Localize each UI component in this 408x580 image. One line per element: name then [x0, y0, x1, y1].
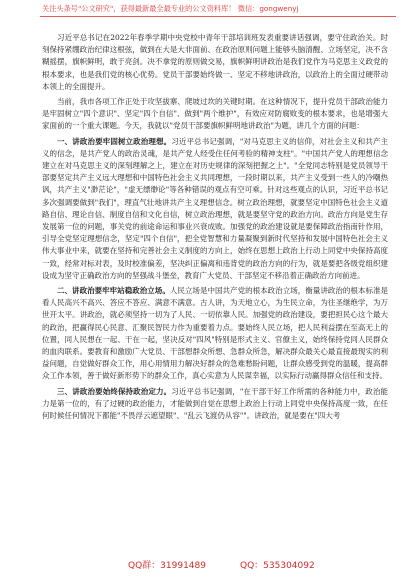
- section-heading: 一、讲政治要牢固树立政治理想。: [57, 136, 172, 146]
- paragraph-text: 习近平总书记强调，"在干部干好工作所需的各种能力中，政治能力是第一位的，有了过硬的政治能力，才能做到自觉在思想上政治上行动上同党中央保持高度一致，在任何时候任何情况下都能"不畏浮云遮望眼"、"乱云飞渡仍从容""。讲政治，就是要在"四大考: [42, 386, 388, 421]
- paragraph-intro: [42, 32, 388, 93]
- paragraph-text: 习近平总书记在2022年春季学期中央党校中青年干部培训班发表重要讲话强调，要守住政治关。时刻保持紧绷政治纪律这根弦，做到在大是大非面前、在政治原则问题上能够头脑清醒、立场坚定，决不含糊摇摆，旗帜鲜明，敢于亮剑。决不拿党的原则做交易，旗帜鲜明讲政治是我们党作为马克思主义政党的根本要求，也是我们党的核心优势。党员干部要始终做一、坚定不移地讲政治，以政治上的全面过硬带动本领上的全面提升。: [42, 33, 388, 91]
- paragraph-section-2: [42, 285, 388, 383]
- paragraph-section-1: [42, 136, 388, 282]
- paragraph-text: 当前，我市各项工作正处于攻坚拔寨、爬坡过坎的关键时期。在这种情况下，提升党员干部政治能力是牢固树立"四个意识"、坚定"四个自信"、做到"两个维护"，有效应对防腐败变的根本要求，也是增强大家面前的一个重大课题。今天，我就以"党员干部要旗帜鲜明地讲政治"为题，讲几个方面的问题：: [42, 97, 388, 131]
- paragraph-context: [42, 96, 388, 133]
- footer-qq-group: QQ群：31991489: [128, 561, 206, 571]
- footer-qq-contact: QQ：535304092: [240, 561, 315, 571]
- paragraph-text: 人民立场是中国共产党的根本政治立场，衡量讲政治的根本标准是看人民高兴不高兴、答应不答应、满意不满意。古人讲，为天地立心，为生民立命，为往圣继绝学，为万世开太平。讲政治，就必须坚持一切为了人民、一切依靠人民。加强党的政治建设，要把担民心这个最大的政治，把赢得民心民意、汇聚民智民力作为重要着力点。要始终人民立场，把人民利益摆在至高无上的位置，同人民想在一起、干在一起，坚决反对"四风"特别是形式主义、官僚主义，始终保持党同人民群众的血肉联系。要教育和激励广大党员、干部想群众所想、急群众所急，解决群众最关心最直接最现实的利益问题，自觉做好群众工作，用心用情用力解决好群众的急难愁盼问题，让群众感受到党的温暖，提高群众工作本领，善于做好新形势下的群众工作，真心实意为人民谋幸福，以实际行动赢得群众信任和支持。: [42, 286, 388, 381]
- banner-text: 关注头条号"公文研究"，获得最新最全最专业的公文资料库！ 微信：gongwenyj: [42, 4, 299, 13]
- paragraph-text: 习近平总书记强调，"对马克思主义的信仰，对社会主义和共产主义的信念，是共产党人的政治灵魂，是共产党人经受住任何考验的精神支柱"。"中国共产党人的理想信念建立在对马克思主义的深刻理解之上，建立在对历史规律的深刻把握之上"。"全党同志特别是党员领导干部要坚定共产主义远大理想和中国特色社会主义共同理想，一段时期以来，共产主义受到一些人的冷嘲热讽，共产主义"渺茫论"，"虚无缥缈论"等各种错误的观点有空可乘。针对这些观点的认识，习近平总书记多次强调要做到"我们"，理直气壮地讲共产主义理想信念。树立政治理想，就要坚定中国特色社会主义道路自信、理论自信、制度自信和文化自信，树立政治理想，就是要坚守党的政治方向。政治方向是党生存发展第一位的问题，事关党的前途命运和事业兴衰成败。加强党的政治建设就是要保障政治指南针作用，引导全党坚定理想信念，坚定"四个自信"，把全党智慧和力量凝聚到新时代坚持和发展中国特色社会主义伟大事业中来，就要在坚持和完善社会主义制度的方向上，始终在思想上政治上行动上同党中央保持高度一致，经常对标对表，及时校准偏差，坚决纠正偏离和违背党的政治方向的行为，就是要把各级党组织建设成为坚守正确政治方向的坚强战斗堡垒，教育广大党员、干部坚定不移沿着正确政治方向前进。: [42, 136, 388, 280]
- banner-rule: [40, 16, 396, 17]
- top-banner: [0, 0, 408, 30]
- section-heading: 三、讲政治要始终保持政治定力。: [57, 386, 172, 396]
- footer: [0, 556, 408, 576]
- paragraph-section-3: [42, 386, 388, 423]
- document-body: [42, 32, 388, 546]
- section-heading: 二、讲政治要牢牢站稳政治立场。: [57, 286, 170, 296]
